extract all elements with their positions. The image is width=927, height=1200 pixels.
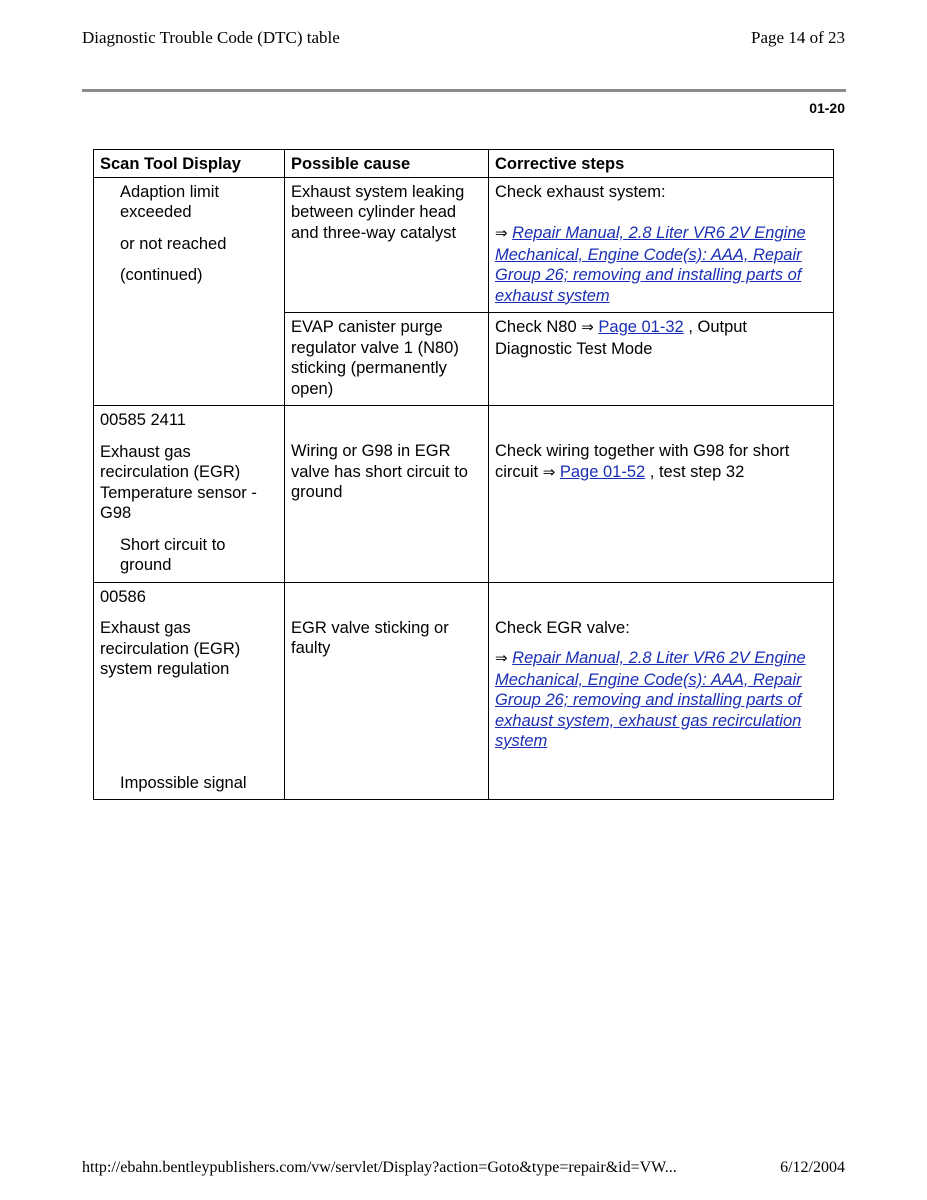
repair-manual-link[interactable]: Repair Manual, 2.8 Liter VR6 2V Engine Mechanical, Engine Code(s): AAA, Repair Group 26; removing and installing parts of exhaust system (495, 224, 806, 305)
display-text: or not reached (120, 234, 227, 253)
possible-cause-cell: Exhaust system leaking between cylinder head and three-way catalyst (285, 177, 489, 313)
corrective-steps-cell (489, 406, 834, 583)
step-text: Check wiring together with G98 for short circuit (495, 442, 790, 481)
dtc-code: 00586 (100, 587, 146, 606)
cause-text: EGR valve sticking or faulty (291, 618, 449, 657)
column-header-corrective-steps: Corrective steps (489, 150, 834, 178)
corrective-steps-cell (489, 177, 834, 313)
scan-tool-display-cell (94, 177, 285, 406)
scan-tool-display-cell (94, 406, 285, 583)
display-text: Exhaust gas recirculation (EGR) Temperature sensor - G98 (100, 442, 257, 522)
display-text: Short circuit to ground (120, 535, 226, 574)
page-link[interactable]: Page 01-52 (559, 462, 646, 481)
dtc-table (93, 149, 834, 800)
display-text: Impossible signal (120, 773, 247, 792)
step-text: Check EGR valve: (495, 618, 630, 637)
display-text: Adaption limit exceeded (120, 182, 220, 221)
repair-manual-link[interactable]: Repair Manual, 2.8 Liter VR6 2V Engine Mechanical, Engine Code(s): AAA, Repair Group 26; removing and installing parts of exhaust system, exhaust gas recirculation system (495, 649, 806, 750)
header-divider (82, 89, 846, 92)
step-text: Check exhaust system: (495, 182, 666, 201)
scan-tool-display-cell (94, 582, 285, 800)
corrective-steps-cell (489, 582, 834, 800)
table-row (94, 582, 834, 800)
possible-cause-cell (285, 406, 489, 583)
arrow-icon: ⇒ (542, 463, 556, 481)
step-text: , Output Diagnostic Test Mode (495, 318, 748, 358)
display-text: (continued) (120, 266, 203, 284)
footer-url: http://ebahn.bentleypublishers.com/vw/servlet/Display?action=Goto&type=repair&id=VW... (82, 1159, 677, 1176)
arrow-icon: ⇒ (495, 225, 508, 242)
step-text: Check N80 (495, 318, 577, 336)
column-header-possible-cause: Possible cause (285, 150, 489, 178)
arrow-icon: ⇒ (581, 319, 594, 336)
corrective-steps-cell (489, 313, 834, 406)
section-id: 01-20 (809, 100, 845, 116)
dtc-code: 00585 2411 (100, 411, 186, 429)
possible-cause-cell (285, 582, 489, 800)
display-text: Exhaust gas recirculation (EGR) system regulation (100, 619, 241, 678)
step-text: , test step 32 (649, 462, 745, 481)
table-row (94, 406, 834, 583)
cause-text: Wiring or G98 in EGR valve has short circuit to ground (291, 442, 468, 501)
page-title: Diagnostic Trouble Code (DTC) table (82, 28, 340, 47)
table-header-row (94, 150, 834, 178)
arrow-icon: ⇒ (495, 650, 508, 667)
footer-date: 6/12/2004 (780, 1159, 845, 1176)
page-number: Page 14 of 23 (751, 28, 845, 47)
column-header-scan-tool-display: Scan Tool Display (94, 150, 285, 178)
table-row (94, 177, 834, 313)
page-link[interactable]: Page 01-32 (598, 318, 684, 336)
possible-cause-cell: EVAP canister purge regulator valve 1 (N80) sticking (permanently open) (285, 313, 489, 406)
